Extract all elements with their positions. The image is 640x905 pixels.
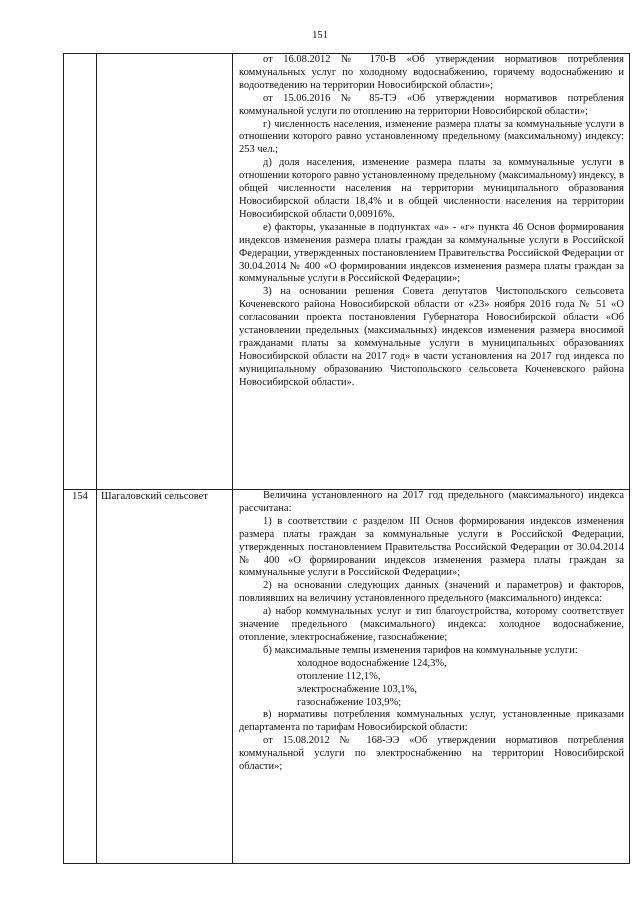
paragraph: от 16.08.2012 № 170-В «Об утверждении нормативов потребления коммунальных услуг по холодному водоснабжению, горячему водоснабжению и водоотведению на территории Новосибирской области»; (239, 54, 624, 91)
tariff-item: газоснабжение 103,9%; (297, 696, 402, 708)
table-row (64, 54, 630, 490)
row-number: 154 (64, 490, 97, 864)
paragraph: от 15.08.2012 № 168-ЭЭ «Об утверждении нормативов потребления коммунальной услуги по электроснабжению на территории Новосибирской области»; (239, 735, 624, 773)
paragraph: Величина установленного на 2017 год предельного (максимального) индекса рассчитана: (239, 490, 624, 514)
tariff-item: электроснабжение 103,1%, (297, 683, 417, 695)
paragraph: а) набор коммунальных услуг и тип благоустройства, которому соответствует значение предельного (максимального) индекса: холодное водоснабжение, отопление, электроснабжение, газоснабжение; (239, 606, 624, 643)
paragraph: г) численность населения, изменение размера платы за коммунальные услуги в отношении которого равно установленному предельному (максимальному) индексу: 253 чел.; (239, 118, 624, 156)
paragraph: 1) в соответствии с разделом III Основ формирования индексов изменения размера платы граждан за коммунальные услуги в Российской Федерации, утвержденных постановлением Правительства Российской Федерации от 30.04.2014 № 400 «О формировании индексов изменения размера платы граждан за коммунальные услуги в Российской Федерации»; (239, 515, 624, 579)
row-content (233, 490, 630, 864)
document-table (63, 53, 630, 864)
paragraph: 2) на основании следующих данных (значений и параметров) и факторов, повлиявших на величину установленного предельного (максимального) индекса: (239, 580, 624, 605)
organization-name (97, 54, 233, 490)
row-content (233, 54, 630, 490)
page-number: 151 (312, 30, 328, 41)
tariff-item: холодное водоснабжение 124,3%, (297, 657, 447, 669)
paragraph: е) факторы, указанные в подпунктах «а» - «г» пункта 46 Основ формирования индексов изменения размера платы граждан за коммунальные услуги в Российской Федерации, утвержденных постановлением Правительства Российской Федерации от 30.04.2014 № 400 «О формировании индексов изменения размера платы граждан за коммунальные услуги в Российской Федерации»; (239, 221, 624, 285)
paragraph: д) доля населения, изменение размера платы за коммунальные услуги в отношении которого равно установленному предельному (максимальному) индексу, в общей численности населения на территории муниципального образования Новосибирской области 18,4% и в общей численности населения на территории Новосибирской области 0,00916%. (239, 157, 624, 220)
table-row (64, 490, 630, 864)
tariff-item: отопление 112,1%, (297, 670, 381, 682)
paragraph: в) нормативы потребления коммунальных услуг, установленные приказами департамента по тарифам Новосибирской области: (239, 709, 624, 734)
organization-name: Шагаловский сельсовет (97, 490, 233, 864)
paragraph: б) максимальные темпы изменения тарифов на коммунальные услуги: (263, 644, 578, 656)
paragraph: 3) на основании решения Совета депутатов Чистопольского сельсовета Коченевского района Новосибирской области от «23» ноября 2016 года № 51 «О согласовании проекта постановления Губернатора Новосибирской области «Об установлении предельных (максимальных) индексов изменения размера вносимой гражданами платы за коммунальные услуги в муниципальных образованиях Новосибирской области на 2017 год» в части установления на 2017 год индекса по муниципальному образованию Чистопольского сельсовета Коченевского района Новосибирской области». (239, 286, 624, 388)
row-number (64, 54, 97, 490)
paragraph: от 15.06.2016 № 85-ТЭ «Об утверждении нормативов потребления коммунальной услуги по отоплению на территории Новосибирской области»; (239, 92, 624, 117)
